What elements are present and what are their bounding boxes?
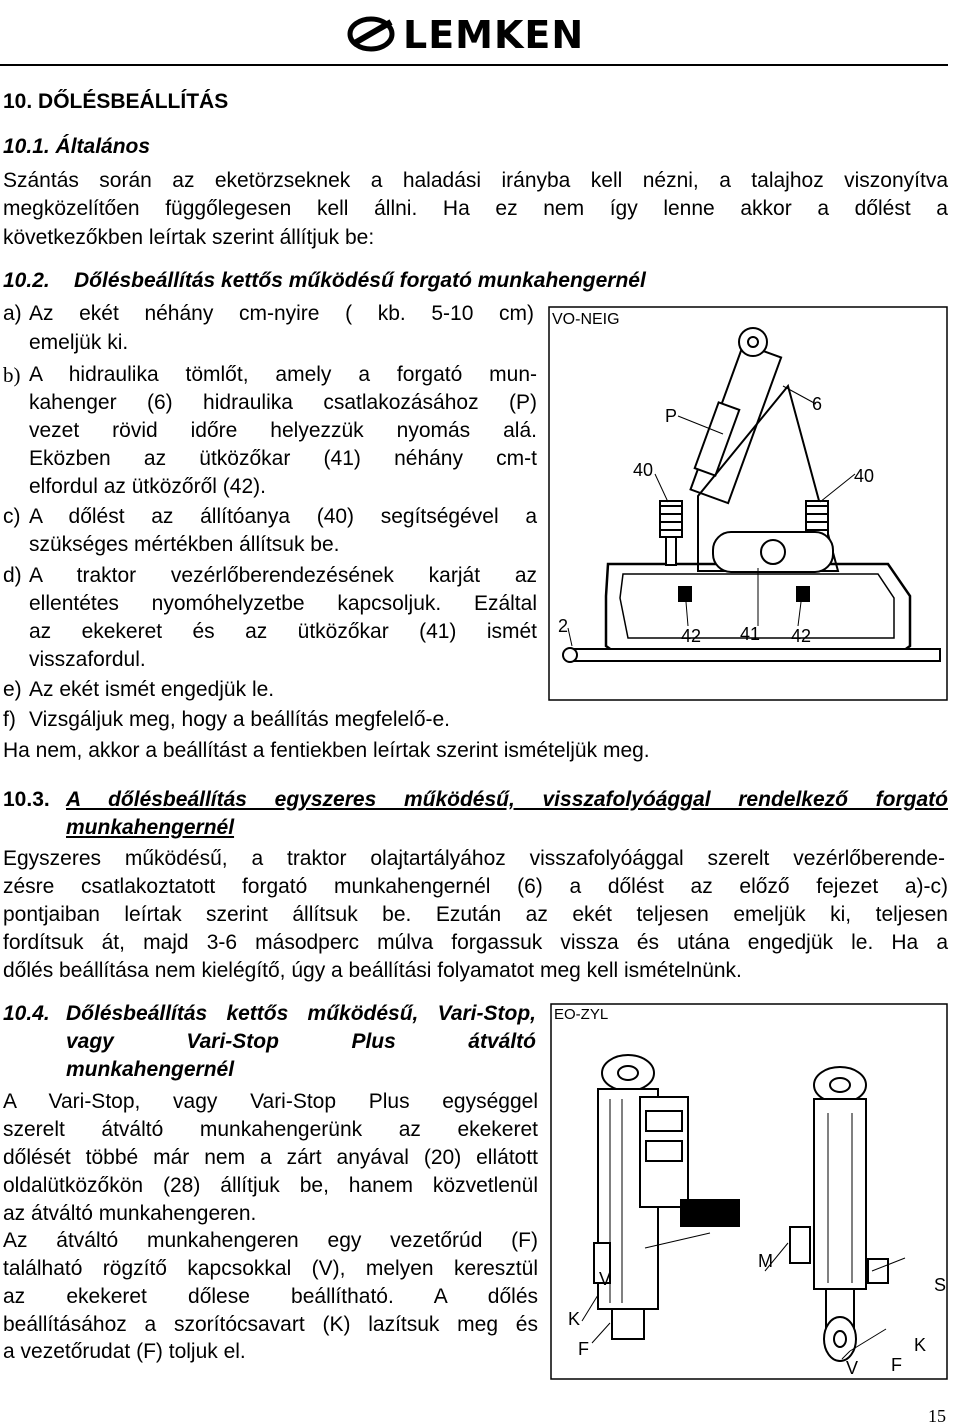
paragraph-line: fordítsuk át, majd 3-6 másodperc múlva forgassuk vissza és utána engedjük le. Ha a <box>3 931 948 954</box>
subsection-101-title: 10.1. Általános <box>3 135 151 158</box>
paragraph-line: dőlés beállítása nem kielégítő, úgy a beállítási folyamatot meg kell ismételnünk. <box>3 959 742 982</box>
list-item-line: A traktor vezérlőberendezésének karját az <box>29 564 537 587</box>
list-item-line: ellentétes nyomóhelyzetbe kapcsoljuk. Ezáltal <box>29 592 537 615</box>
paragraph-line: dőlését többé már nem a zárt anyával (20) ellátott <box>3 1146 538 1169</box>
list-item-line: visszafordul. <box>29 648 146 671</box>
list-marker: c) <box>3 505 21 528</box>
paragraph-line: oldalütközőkön (28) állítjuk be, hanem közvetlenül <box>3 1174 538 1197</box>
figure-label-40-right: 40 <box>854 466 875 486</box>
paragraph-line: beállításához a szorítócsavart (K) lazítsuk meg és <box>3 1313 538 1336</box>
closing-line: Ha nem, akkor a beállítást a fentiekben leírtak szerint ismételjük meg. <box>3 739 650 762</box>
list-item-line: A dőlést az állítóanya (40) segítségével a <box>29 505 537 528</box>
figure-label-6: 6 <box>812 394 823 414</box>
list-item-line: az ekekeret és az ütközőkar (41) ismét <box>29 620 537 643</box>
figure-label-v-bottom: V <box>846 1358 859 1378</box>
list-marker: b) <box>3 363 21 387</box>
figure-label-42-right: 42 <box>791 626 812 646</box>
list-item-line: Vizsgáljuk meg, hogy a beállítás megfelelő-e. <box>29 708 451 731</box>
paragraph-line: megközelítően függőlegesen kell állni. Ha ez nem így lenne akkor a dőlést a <box>3 197 948 220</box>
paragraph-line: az átváltó munkahengeren. <box>3 1202 257 1225</box>
section-title: 10. DŐLÉSBEÁLLÍTÁS <box>3 90 229 113</box>
figure-label-k-left: K <box>568 1309 581 1329</box>
subsection-104-title: Dőlésbeállítás kettős működésű, Vari-Stop, <box>66 1002 536 1025</box>
list-marker: d) <box>3 564 22 587</box>
brand-name: LEMKEN <box>403 13 585 57</box>
list-marker: a) <box>3 302 22 325</box>
header-rule <box>0 64 948 66</box>
list-item-line: vezet rövid időre helyezzük nyomás alá. <box>29 419 537 442</box>
figure-label-42-left: 42 <box>681 626 702 646</box>
paragraph-line: az ekekeret dőlese beállítható. A dőlés <box>3 1285 538 1308</box>
list-item-line: szükséges mértékben állítsuk be. <box>29 533 340 556</box>
figure-caption: VO-NEIG <box>552 311 620 328</box>
figure-label-2: 2 <box>558 616 569 636</box>
figure-label-m: M <box>758 1251 773 1271</box>
figure-caption: EO-ZYL <box>554 1006 609 1023</box>
subsection-102-number: 10.2. <box>3 269 50 292</box>
subsection-103-number: 10.3. <box>3 788 50 811</box>
figure-vo-neig <box>548 306 948 701</box>
figure-label-v-top: V <box>599 1269 612 1289</box>
list-item-line: elfordul az ütközőről (42). <box>29 475 266 498</box>
paragraph-line: Az átváltó munkahengeren egy vezetőrúd (F) <box>3 1229 538 1252</box>
list-item-line: Az ekét ismét engedjük le. <box>29 678 275 701</box>
subsection-104-title: vagy Vari-Stop Plus átváltó <box>66 1030 536 1053</box>
figure-label-p: P <box>665 406 678 426</box>
figure-label-f-bottom: F <box>891 1355 902 1375</box>
paragraph-line: pontjaiban leírtak szerint állítsuk be. Ezután az ekét teljesen emeljük ki, teljesen <box>3 903 948 926</box>
figure-label-k-right: K <box>914 1335 927 1355</box>
lemken-logo-icon <box>345 10 601 58</box>
subsection-103-title: A dőlésbeállítás egyszeres működésű, visszafolyóággal rendelkező forgató <box>66 788 948 811</box>
figure-label-41: 41 <box>740 624 761 644</box>
paragraph-line: Szántás során az eketörzseknek a haladási irányba kell nézni, a talajhoz viszonyítva <box>3 169 948 192</box>
subsection-102-title: Dőlésbeállítás kettős működésű forgató munkahengernél <box>74 269 646 292</box>
shift-cylinder-diagram-icon <box>550 1003 948 1380</box>
list-item-line: kahenger (6) hidraulika csatlakozásához (P) <box>29 391 537 414</box>
figure-label-f-left: F <box>578 1339 589 1359</box>
brand-logo <box>345 10 601 58</box>
subsection-103-title: munkahengernél <box>66 816 235 839</box>
list-item-line: A hidraulika tömlőt, amely a forgató mun- <box>29 363 537 386</box>
paragraph-line: található rögzítő kapcsokkal (V), melyen keresztül <box>3 1257 538 1280</box>
paragraph-line: A Vari-Stop, vagy Vari-Stop Plus egységgel <box>3 1090 538 1113</box>
list-item-line: Eközben az ütközőkar (41) néhány cm-t <box>29 447 537 470</box>
list-marker: f) <box>3 708 16 731</box>
paragraph-line: zésre csatlakoztatott forgató munkahengernél (6) a dőlést az előző fejezet a)-c) <box>3 875 948 898</box>
paragraph-line: Egyszeres működésű, a traktor olajtartályához visszafolyóággal szerelt vezérlőberende- <box>3 847 945 870</box>
subsection-104-title: munkahengernél <box>66 1058 235 1081</box>
paragraph-line: következőkben leírtak szerint állítjuk be: <box>3 226 375 249</box>
paragraph-line: szerelt átváltó munkahengerünk az ekekeret <box>3 1118 538 1141</box>
page-number: 15 <box>928 1406 946 1426</box>
list-item-line: emeljük ki. <box>29 331 129 354</box>
figure-label-s: S <box>934 1275 947 1295</box>
list-marker: e) <box>3 678 22 701</box>
list-item-line: Az ekét néhány cm-nyire ( kb. 5-10 cm) <box>29 302 534 325</box>
subsection-104-number: 10.4. <box>3 1002 50 1025</box>
paragraph-line: a vezetőrudat (F) toljuk el. <box>3 1340 246 1363</box>
figure-eo-zyl <box>550 1003 948 1380</box>
figure-label-40-left: 40 <box>633 460 654 480</box>
